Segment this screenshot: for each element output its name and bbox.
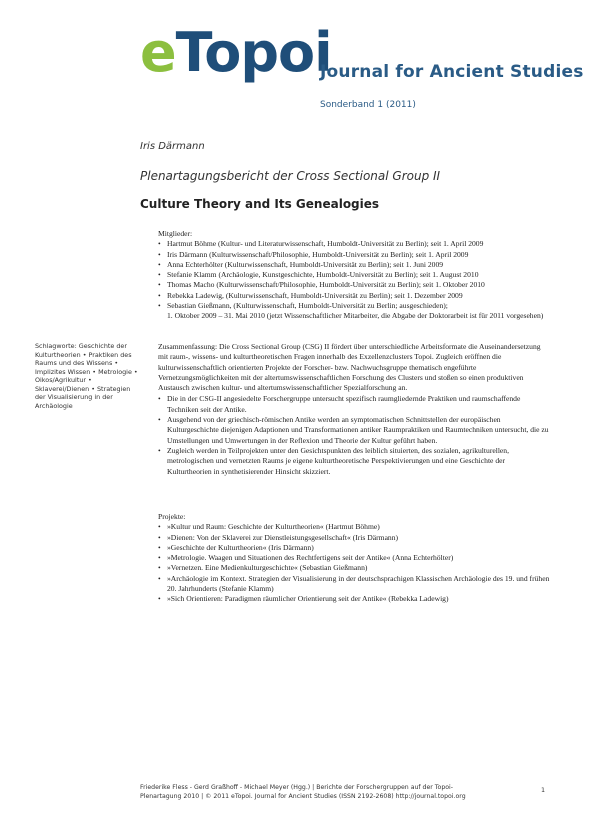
volume-label: Sonderband 1 (2011) bbox=[320, 100, 416, 110]
project-item: • »Metrologie. Waagen und Situationen des Rechtfertigens seit der Antike« (Anna Echterhölter) bbox=[158, 553, 550, 563]
members-list bbox=[158, 239, 548, 311]
footer-line-1: Friederike Fless - Gerd Graßhoff - Michael Meyer (Hgg.) | Berichte der Forschergruppen auf der Topoi- bbox=[140, 784, 453, 791]
abstract-text: Zusammenfassung: Die Cross Sectional Group (CSG) II fördert über unterschiedliche Arbeitsformate die Auseinandersetzung mit raum-, wissens- und kulturtheoretischen Fragen innerhalb des Exzellenzclusters Topoi. Zugleich eröffnen die kulturwissenschaftlich orientierten Projekte der Forscher- bzw. Nachwuchsgruppe thematisch engeführte Vernetzungsmöglichkeiten mit der altertumswissenschaftlichen Forschung des Clusters und stoßen so einen produktiven Austausch zwischen kultur- und altertumswissenschaftlicher Spezialforschung an. bbox=[158, 342, 541, 393]
abstract-section bbox=[158, 342, 550, 477]
member-item: • Thomas Macho (Kulturwissenschaft/Philosophie, Humboldt-Universität zu Berlin); seit 1. Oktober 2010 bbox=[158, 280, 548, 290]
project-item: • »Archäologie im Kontext. Strategien der Visualisierung in der deutschsprachigen Klassischen Archäologie des 19. und frühen 20. Jahrhunderts (Stefanie Klamm) bbox=[158, 574, 550, 595]
abstract-bullet: • Die in der CSG-II angesiedelte Forschergruppe untersucht spezifisch raumgliedernde Praktiken und raumschaffende Techniken seit der Antike. bbox=[158, 394, 550, 415]
members-section bbox=[158, 229, 548, 322]
abstract-bullet: • Zugleich werden in Teilprojekten unter den Gesichtspunkten des leiblich situierten, des sozialen, agrikulturellen, metrologischen und vernetzten Raums je eigene kulturtheoretische Perspektivierungen und eine Geschichte der Kulturtheorien in synthetisierender Hinsicht skizziert. bbox=[158, 446, 550, 477]
etopoi-logo bbox=[140, 21, 332, 84]
project-item: • »Kultur und Raum: Geschichte der Kulturtheorien« (Hartmut Böhme) bbox=[158, 522, 550, 532]
projects-section bbox=[158, 512, 550, 605]
project-item: • »Sich Orientieren: Paradigmen räumlicher Orientierung seit der Antike« (Rebekka Ladewig) bbox=[158, 594, 550, 604]
abstract-bullets bbox=[158, 394, 550, 476]
member-item: • Iris Därmann (Kulturwissenschaft/Philosophie, Humboldt-Universität zu Berlin); seit 1. April 2009 bbox=[158, 250, 548, 260]
article-subtitle: Culture Theory and Its Genealogies bbox=[140, 197, 380, 211]
logo-topoi: Topoi bbox=[175, 21, 332, 84]
projects-heading: Projekte: bbox=[158, 512, 186, 521]
project-item: • »Geschichte der Kulturtheorien« (Iris Därmann) bbox=[158, 543, 550, 553]
page-number: 1 bbox=[541, 786, 546, 794]
author-name: Iris Därmann bbox=[140, 141, 205, 152]
member-item: • Hartmut Böhme (Kultur- und Literaturwissenschaft, Humboldt-Universität zu Berlin); seit 1. April 2009 bbox=[158, 239, 548, 249]
logo-e: e bbox=[140, 21, 176, 84]
member-item: • Stefanie Klamm (Archäologie, Kunstgeschichte, Humboldt-Universität zu Berlin); seit 1. August 2010 bbox=[158, 270, 548, 280]
keywords-sidebar: Schlagworte: Geschichte der Kulturtheorien • Praktiken des Raums und des Wissens • Implizites Wissen • Metrologie • Oikos/Agrikultur • Sklaverei/Dienen • Strategien der Visualisierung in der Archäologie bbox=[35, 342, 138, 410]
project-item: • »Vernetzen. Eine Medienkulturgeschichte« (Sebastian Gießmann) bbox=[158, 563, 550, 573]
member-item: • Sebastian Gießmann, (Kulturwissenschaft, Humboldt-Universität zu Berlin; ausgeschieden); bbox=[158, 301, 548, 311]
page-footer bbox=[140, 784, 530, 801]
members-heading: Mitglieder: bbox=[158, 229, 193, 238]
member-item: • Anna Echterhölter (Kulturwissenschaft, Humboldt-Universität zu Berlin); seit 1. Juni 2009 bbox=[158, 260, 548, 270]
member-item: • Rebekka Ladewig, (Kulturwissenschaft, Humboldt-Universität zu Berlin); seit 1. Dezember 2009 bbox=[158, 291, 548, 301]
abstract-bullet: • Ausgehend von der griechisch-römischen Antike werden an symptomatischen Schnittstellen der europäischen Kulturgeschichte diejenigen Adaptionen und Transformationen antiker Raumpraktiken und Raumtechniken untersucht, die zu Umstellungen und Umwertungen in der Reflexion und Theorie der Kultur geführt haben. bbox=[158, 415, 550, 446]
article-title: Plenartagungsbericht der Cross Sectional Group II bbox=[140, 169, 441, 183]
footer-line-2: Plenartagung 2010 | © 2011 eTopoi. Journal for Ancient Studies (ISSN 2192-2608) http://journal.topoi.org bbox=[140, 792, 466, 800]
member-item-continuation: 1. Oktober 2009 – 31. Mai 2010 (jetzt Wissenschaftlicher Mitarbeiter, die Abgabe der Doktorarbeit ist für 2011 vorgesehen) bbox=[167, 311, 544, 321]
journal-name: Journal for Ancient Studies bbox=[320, 62, 584, 82]
projects-list bbox=[158, 522, 550, 604]
project-item: • »Dienen: Von der Sklaverei zur Dienstleistungsgesellschaft« (Iris Därmann) bbox=[158, 533, 550, 543]
